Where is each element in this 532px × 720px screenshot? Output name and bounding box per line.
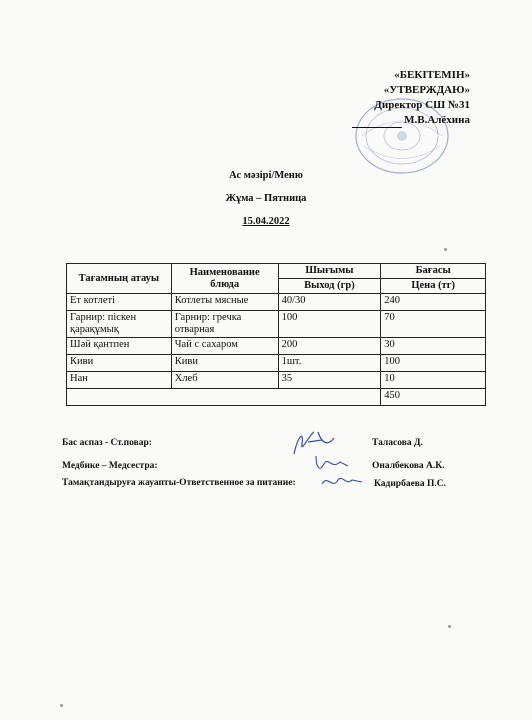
cook-role: Бас аспаз - Ст.повар: xyxy=(62,438,152,448)
header-price xyxy=(381,264,486,294)
cell-price: 70 xyxy=(381,311,486,338)
nutrition-name: Кадирбаева П.С. xyxy=(374,479,447,489)
cell-price: 10 xyxy=(381,372,486,389)
cook-name: Таласова Д. xyxy=(372,438,423,448)
table-total-row xyxy=(67,389,486,406)
cell-ru: Хлеб xyxy=(171,372,278,389)
header-output-ru: Выход (гр) xyxy=(279,278,381,293)
total-label-cell xyxy=(67,389,381,406)
cell-price: 100 xyxy=(381,355,486,372)
signature-line xyxy=(352,127,402,128)
menu-date: 15.04.2022 xyxy=(242,216,290,227)
nurse-role: Медбике – Медсестра: xyxy=(62,461,158,471)
header-kz-name: Тағамның атауы xyxy=(67,264,172,294)
cell-ru: Котлеты мясные xyxy=(171,294,278,311)
header-price-ru: Цена (тг) xyxy=(381,278,485,293)
nurse-name: Оналбекова А.К. xyxy=(372,461,445,471)
cell-output: 40/30 xyxy=(278,294,381,311)
header-output xyxy=(278,264,381,294)
approval-ru: «УТВЕРЖДАЮ» xyxy=(383,84,470,96)
menu-day: Жұма – Пятница xyxy=(225,193,307,204)
menu-table xyxy=(66,263,486,406)
cell-price: 30 xyxy=(381,338,486,355)
table-header-row xyxy=(67,264,486,294)
cell-ru: Чай с сахаром xyxy=(171,338,278,355)
cell-kz: Киви xyxy=(67,355,172,372)
nutrition-role: Тамақтандыруға жауапты-Ответственное за питание: xyxy=(62,478,296,488)
table-row xyxy=(67,311,486,338)
cell-kz: Ет котлеті xyxy=(67,294,172,311)
approval-kz: «БЕКІТЕМІН» xyxy=(394,69,470,81)
menu-title: Ас мәзірі/Меню xyxy=(229,170,303,181)
director-name: М.В.Алёхина xyxy=(404,114,470,126)
cell-output: 100 xyxy=(278,311,381,338)
approval-signatory xyxy=(352,113,470,128)
cell-price: 240 xyxy=(381,294,486,311)
cell-kz: Шәй қантпен xyxy=(67,338,172,355)
header-ru-name: Наименование блюда xyxy=(171,264,278,294)
scan-speck xyxy=(60,704,63,707)
table-row xyxy=(67,294,486,311)
cell-ru: Гарнир: гречка отварная xyxy=(171,311,278,338)
cell-output: 200 xyxy=(278,338,381,355)
header-price-kz: Бағасы xyxy=(415,265,451,276)
cell-ru: Киви xyxy=(171,355,278,372)
cell-output: 1шт. xyxy=(278,355,381,372)
table-row xyxy=(67,338,486,355)
table-row xyxy=(67,355,486,372)
cell-kz: Нан xyxy=(67,372,172,389)
scan-speck xyxy=(448,625,451,628)
scan-speck xyxy=(444,248,447,251)
header-output-kz: Шығымы xyxy=(305,265,354,276)
cell-output: 35 xyxy=(278,372,381,389)
cell-kz: Гарнир: піскен қарақұмық xyxy=(67,311,172,338)
approval-block xyxy=(352,68,470,128)
nutrition-signature xyxy=(318,470,364,492)
approval-position: Директор СШ №31 xyxy=(374,99,470,111)
table-row xyxy=(67,372,486,389)
total-price: 450 xyxy=(381,389,486,406)
